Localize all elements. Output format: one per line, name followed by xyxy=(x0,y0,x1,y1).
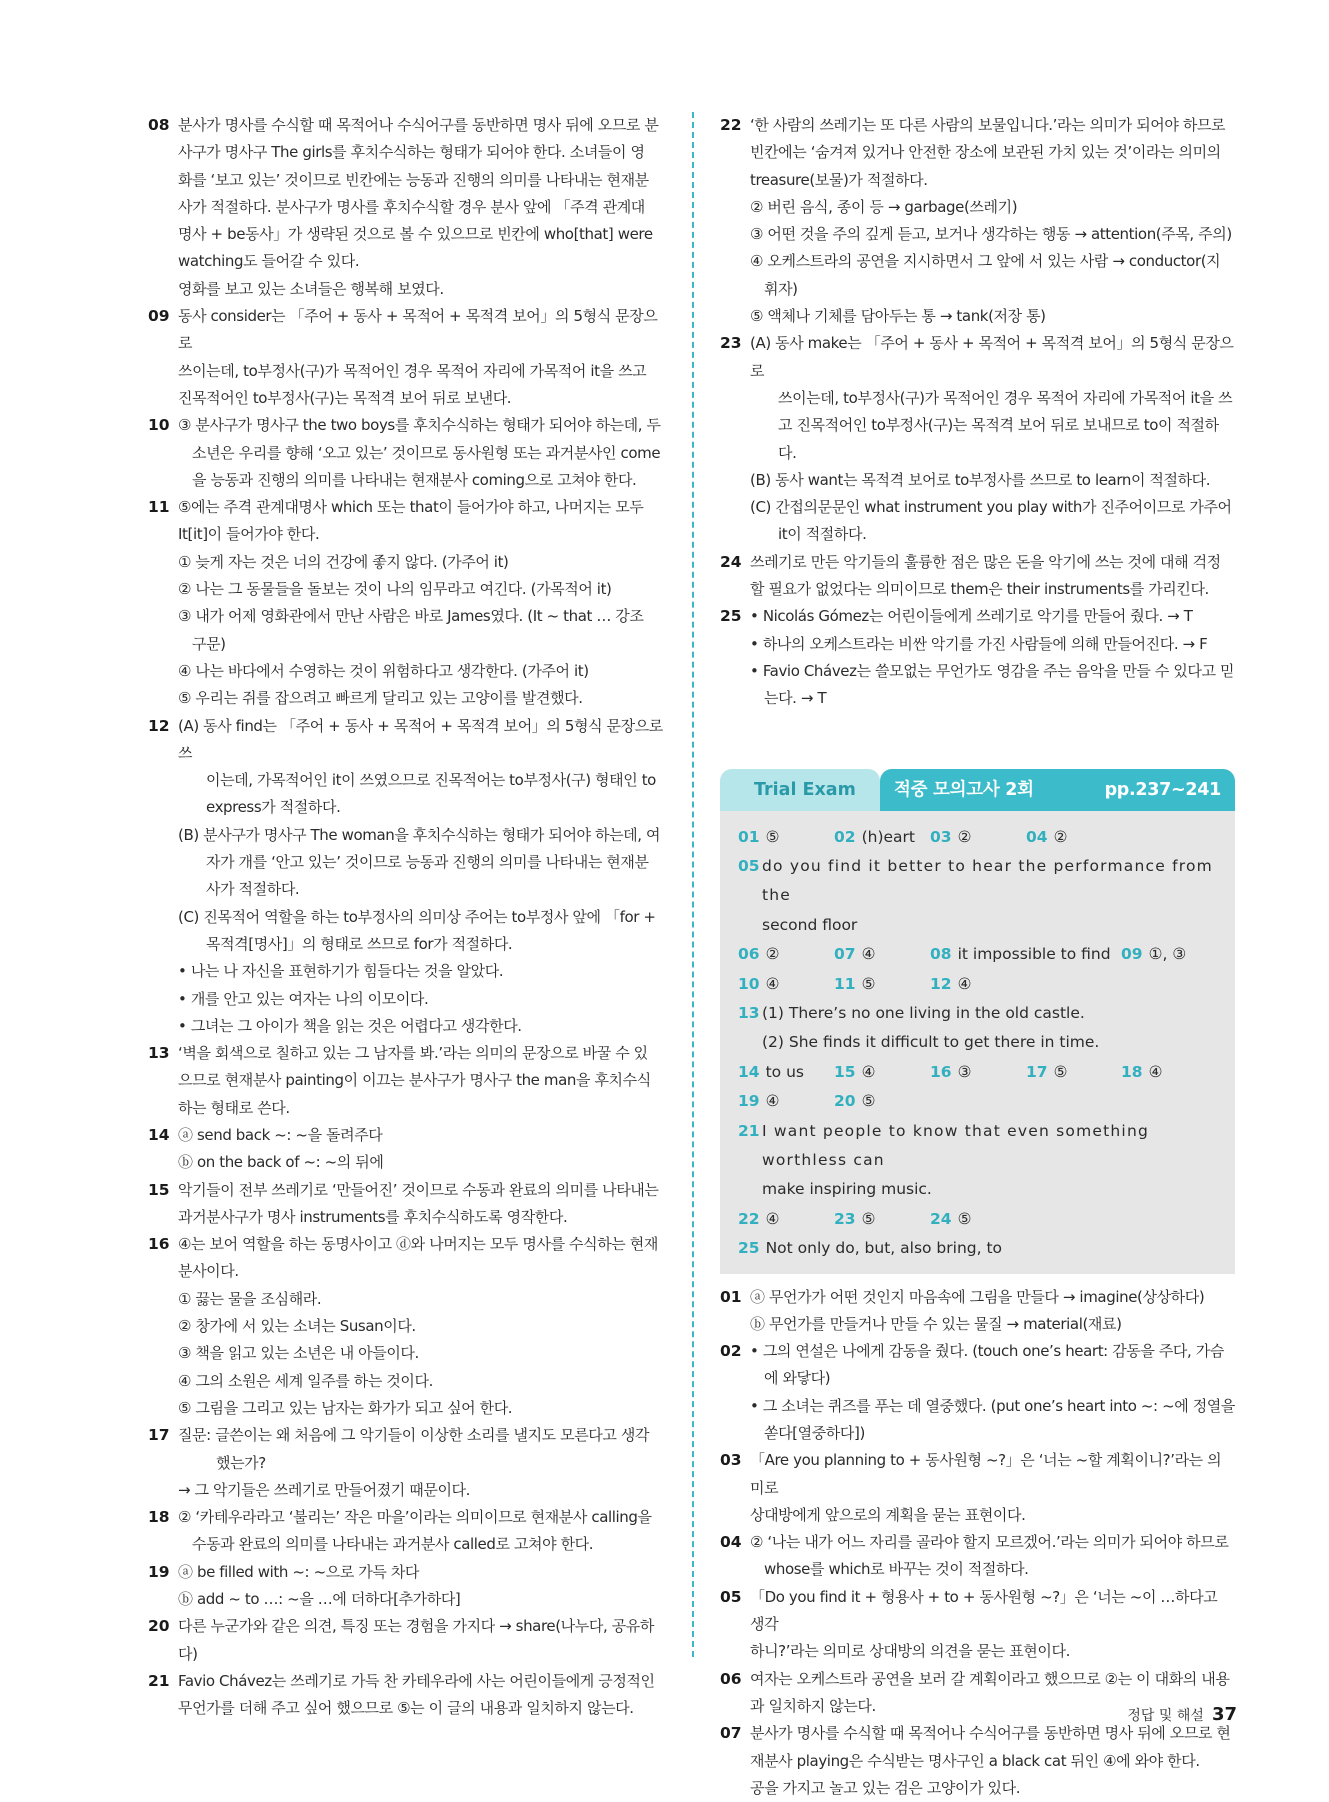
answer-item-13: 13 ‘벽을 회색으로 칠하고 있는 그 남자를 봐.’라는 의미의 문장으로 바꿀 수 있 으므로 현재분사 painting이 이끄는 분사구가 명사구 the man을 후치수식 하는 형태로 쓴다. xyxy=(148,1044,651,1117)
column-divider xyxy=(692,112,694,1657)
answer-item-24: 24 쓰레기로 만든 악기들의 훌륭한 점은 많은 돈을 악기에 쓰는 것에 대해 걱정 할 필요가 없었다는 의미이므로 them은 their instruments를 가리킨다. xyxy=(720,552,1221,599)
page-number: 37 xyxy=(1211,1704,1237,1725)
answer-item-15: 15 악기들이 전부 쓰레기로 ‘만들어진’ 것이므로 수동과 완료의 의미를 나타내는 과거분사구가 명사 instruments를 후치수식하도록 영작한다. xyxy=(148,1180,659,1226)
trial-exam-title-bar xyxy=(880,769,1235,811)
explanation-item-01: 01 ⓐ 무언가가 어떤 것인지 마음속에 그림을 만들다 → imagine(상상하다) ⓑ 무언가를 만들거나 만들 수 있는 물질 → material(재료) xyxy=(720,1287,1205,1333)
page-footer xyxy=(1127,1704,1237,1725)
answer-item-09: 09 동사 consider는 「주어 + 동사 + 목적어 + 목적격 보어」의 5형식 문장으로 쓰이는데, to부정사(구)가 목적어인 경우 목적어 자리에 가목적어 it을 쓰고 진목적어인 to부정사(구)는 목적격 보어 뒤로 보낸다. xyxy=(148,307,658,407)
trial-exam-title: 적중 모의고사 2회 xyxy=(894,779,1034,800)
trial-exam-header xyxy=(720,769,1235,811)
answer-row: 05 do you find it better to hear the performance from the second floor xyxy=(738,856,1213,934)
left-column xyxy=(148,112,663,1723)
answer-item-10: 10 ③ 분사구가 명사구 the two boys를 후치수식하는 형태가 되어야 하는데, 두 소년은 우리를 향해 ‘오고 있는’ 것이므로 동사원형 또는 과거분사인 come 을 능동과 진행의 의미를 나타내는 현재분사 coming으로 고쳐야 한다. xyxy=(148,416,661,489)
trial-exam-answers xyxy=(720,811,1235,1274)
answer-item-23: 23 (A) 동사 make는 「주어 + 동사 + 목적어 + 목적격 보어」의 5형식 문장으로 쓰이는데, to부정사(구)가 목적어인 경우 목적어 자리에 가목적어 it을 쓰 고 진목적어인 to부정사(구)는 목적격 보어 뒤로 보내므로 to이 적절하다. (B) 동사 want는 목적격 보어로 to부정사를 쓰므로 to learn이 적절하다. (C) 간접의문문인 what instrument you play with가 진주어이므로 가주어 it이 적절하다. xyxy=(720,334,1234,544)
answer-item-12: 12 (A) 동사 find는 「주어 + 동사 + 목적어 + 목적격 보어」의 5형식 문장으로 쓰 이는데, 가목적어인 it이 쓰였으므로 진목적어는 to부정사(구) 형태인 to express가 적절하다. (B) 분사구가 명사구 The woman을 후치수식하는 형태가 되어야 하는데, 여 자가 개를 ‘안고 있는’ 것이므로 능동과 진행의 의미를 나타내는 현재분 사가 적절하다. (C) 진목적어 역할을 하는 to부정사의 의미상 주어는 to부정사 앞에 「for + 목적격[명사]」의 형태로 쓰므로 for가 적절하다. • 나는 나 자신을 표현하기가 힘들다는 것을 알았다. • 개를 안고 있는 여자는 나의 이모이다. • 그녀는 그 아이가 책을 읽는 것은 어렵다고 생각한다. xyxy=(148,716,663,1035)
answer-item-14: 14 ⓐ send back ~: ~을 돌려주다 ⓑ on the back of ~: ~의 뒤에 xyxy=(148,1125,384,1172)
explanation-item-02: 02 • 그의 연설은 나에게 감동을 줬다. (touch one’s heart: 감동을 주다, 가슴 에 와닿다) • 그 소녀는 퀴즈를 푸는 데 열중했다. (put one’s heart into ~: ~에 정열을 쏟다[열중하다]) xyxy=(720,1342,1235,1442)
trial-exam-tab: Trial Exam xyxy=(720,769,880,811)
answer-row: 06 ② 07 ④ 08 it impossible to find 09 ①, ③ xyxy=(738,945,1187,964)
trial-exam-box xyxy=(720,769,1235,1274)
answer-item-20: 20 다른 누군가와 같은 의견, 특징 또는 경험을 가지다 → share(나누다, 공유하다) xyxy=(148,1617,654,1663)
answer-item-18: 18 ② ‘카테우라라고 ‘불리는’ 작은 마을’이라는 의미이므로 현재분사 calling을 수동과 완료의 의미를 나타내는 과거분사 called로 고쳐야 한다. xyxy=(148,1508,652,1554)
footer-label: 정답 및 해설 xyxy=(1127,1708,1204,1724)
answer-row: 19 ④ 20 ⑤ xyxy=(738,1092,876,1111)
answer-item-16: 16 ④는 보어 역할을 하는 동명사이고 ⓓ와 나머지는 모두 명사를 수식하는 현재 분사이다. ① 끓는 물을 조심해라. ② 창가에 서 있는 소녀는 Susan이다. ③ 책을 읽고 있는 소년은 내 아들이다. ④ 그의 소원은 세계 일주를 하는 것이다. ⑤ 그림을 그리고 있는 남자는 화가가 되고 싶어 한다. xyxy=(148,1235,658,1417)
answer-item-11: 11 ⑤에는 주격 관계대명사 which 또는 that이 들어가야 하고, 나머지는 모두 It[it]이 들어가야 한다. ① 늦게 자는 것은 너의 건강에 좋지 않다. (가주어 it) ② 나는 그 동물들을 돌보는 것이 나의 임무라고 여긴다. (가목적어 it) ③ 내가 어제 영화관에서 만난 사람은 바로 James였다. (It ~ that … 강조 구문) ④ 나는 바다에서 수영하는 것이 위험하다고 생각한다. (가주어 it) ⑤ 우리는 쥐를 잡으려고 빠르게 달리고 있는 고양이를 발견했다. xyxy=(148,498,644,708)
explanation-item-05: 05 「Do you find it + 형용사 + to + 동사원형 ~?」은 ‘너는 ~이 …하다고 생각 하니?’라는 의미로 상대방의 의견을 묻는 표현이다. xyxy=(720,1587,1218,1661)
answer-row: 01 ⑤ 02 (h)eart 03 ② 04 ② xyxy=(738,827,1068,846)
answer-item-19: 19 ⓐ be filled with ~: ~으로 가득 차다 ⓑ add ~ to …: ~을 …에 더하다[추가하다] xyxy=(148,1562,461,1609)
right-column xyxy=(720,112,1235,1802)
answer-item-21: 21 Favio Chávez는 쓰레기로 가득 찬 카테우라에 사는 어린이들에게 긍정적인 무언가를 더해 주고 싶어 했으므로 ⑤는 이 글의 내용과 일치하지 않는다. xyxy=(148,1671,655,1718)
explanation-item-06: 06 여자는 오케스트라 공연을 보러 갈 계획이라고 했으므로 ②는 이 대화의 내용 과 일치하지 않는다. xyxy=(720,1669,1230,1715)
answer-row: 22 ④ 23 ⑤ 24 ⑤ xyxy=(738,1209,972,1228)
answer-row: 25 Not only do, but, also bring, to xyxy=(738,1239,1003,1258)
answer-item-25: 25 • Nicolás Gómez는 어린이들에게 쓰레기로 악기를 만들어 줬다. → T • 하나의 오케스트라는 비싼 악기를 가진 사람들에 의해 만들어진다. → F • Favio Chávez는 쓸모없는 무언가도 영감을 주는 음악을 만들 수 있다고 믿 는다. → T xyxy=(720,607,1235,708)
explanation-item-07: 07 분사가 명사를 수식할 때 목적어나 수식어구를 동반하면 명사 뒤에 오므로 현 재분사 playing은 수식받는 명사구인 a black cat 뒤인 ④에 와야 한다. 공을 가지고 놀고 있는 검은 고양이가 있다. xyxy=(720,1724,1231,1797)
answer-row: 13 (1) There’s no one living in the old castle. (2) She finds it difficult to get there in time. xyxy=(738,1003,1100,1052)
answer-item-17: 17 질문: 글쓴이는 왜 처음에 그 악기들이 이상한 소리를 낼지도 모른다고 생각 했는가? → 그 악기들은 쓰레기로 만들어졌기 때문이다. xyxy=(148,1426,650,1499)
answer-row: 21 I want people to know that even something worthless can make inspiring music. xyxy=(738,1121,1150,1199)
answer-item-08: 08 분사가 명사를 수식할 때 목적어나 수식어구를 동반하면 명사 뒤에 오므로 분 사구가 명사구 The girls를 후치수식하는 형태가 되어야 한다. 소녀들이 영 화를 ‘보고 있는’ 것이므로 빈칸에는 능동과 진행의 의미를 나타내는 현재분 사가 적절하다. 분사구가 명사를 후치수식할 경우 분사 앞에 「주격 관계대 명사 + be동사」가 생략된 것으로 볼 수 있으므로 빈칸에 who[that] were watching도 들어갈 수 있다. 영화를 보고 있는 소녀들은 행복해 보였다. xyxy=(148,116,659,298)
explanation-item-04: 04 ② ‘나는 내가 어느 자리를 골라야 할지 모르겠어.’라는 의미가 되어야 하므로 whose를 which로 바꾸는 것이 적절하다. xyxy=(720,1533,1229,1579)
answer-row: 14 to us 15 ④ 16 ③ 17 ⑤ 18 ④ xyxy=(738,1062,1163,1081)
answer-row: 10 ④ 11 ⑤ 12 ④ xyxy=(738,974,972,993)
trial-exam-pages: pp.237~241 xyxy=(1104,779,1221,800)
answer-item-22: 22 ‘한 사람의 쓰레기는 또 다른 사람의 보물입니다.’라는 의미가 되어야 하므로 빈칸에는 ‘숨겨져 있거나 안전한 장소에 보관된 가치 있는 것’이라는 의미의 treasure(보물)가 적절하다. ② 버린 음식, 종이 등 → garbage(쓰레기) ③ 어떤 것을 주의 깊게 듣고, 보거나 생각하는 행동 → attention(주목, 주의) ④ 오케스트라의 공연을 지시하면서 그 앞에 서 있는 사람 → conductor(지 휘자) ⑤ 액체나 기체를 담아두는 통 → tank(저장 통) xyxy=(720,116,1232,326)
explanation-item-03: 03 「Are you planning to + 동사원형 ~?」은 ‘너는 ~할 계획이니?’라는 의미로 상대방에게 앞으로의 계획을 묻는 표현이다. xyxy=(720,1451,1222,1524)
